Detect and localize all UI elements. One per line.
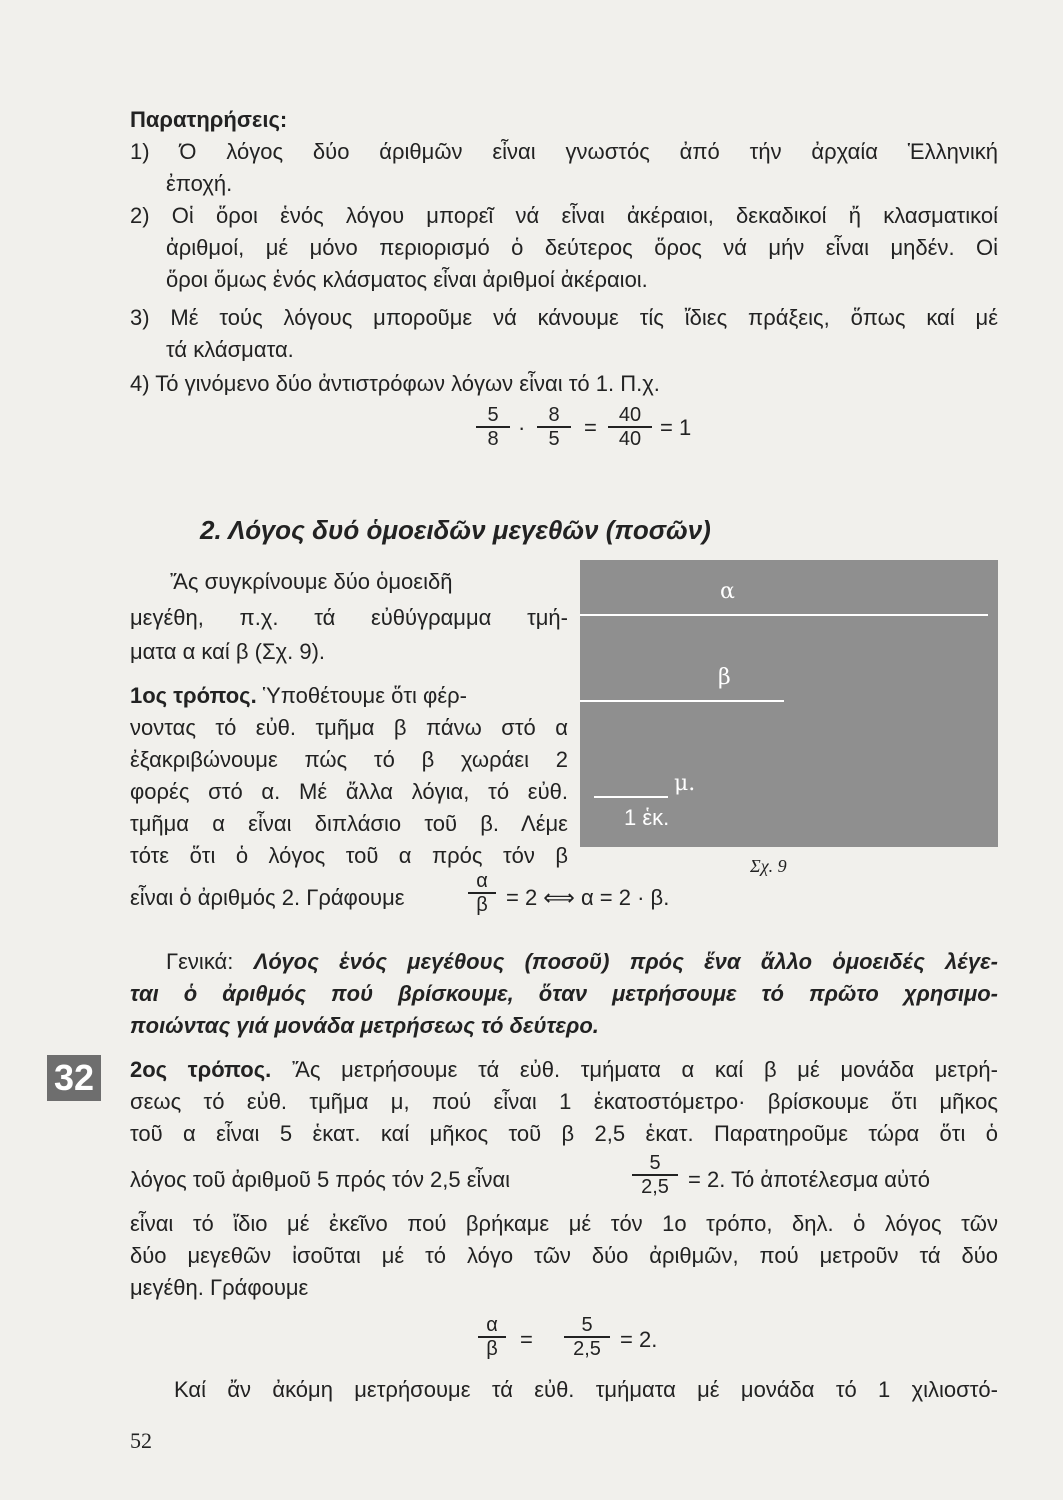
way2-line: εἶναι τό ἴδιο μέ ἐκεῖνο πού βρήκαμε μέ τόν 1ο τρόπο, δηλ. ὁ λόγος τῶν: [130, 1211, 998, 1236]
way2-line: τοῦ α εἶναι 5 ἑκατ. καί μῆκος τοῦ β 2,5 ἑκατ. Παρατηροῦμε τώρα ὅτι ὁ: [130, 1121, 998, 1146]
way2-label: 2ος τρόπος.: [130, 1057, 272, 1082]
way2-first: Ἄς μετρήσουμε τά εὐθ. τμήματα α καί β μέ μονάδα μετρή-: [291, 1057, 998, 1082]
way2-line: σεως τό εὐθ. τμῆμα μ, πού εἶναι 1 ἑκατοστόμετρο· βρίσκουμε ὅτι μῆκος: [130, 1089, 998, 1114]
section-title: 2. Λόγος δυό ὁμοειδῶν μεγεθῶν (ποσῶν): [200, 515, 711, 545]
unit-label: 1 ἑκ.: [624, 805, 670, 830]
numerator: 8: [537, 404, 571, 428]
numerator: α: [478, 1314, 506, 1338]
denominator: 40: [618, 428, 642, 450]
equals-sign: =: [584, 415, 597, 440]
final-fraction-numbers: [564, 1314, 610, 1360]
equals-sign: =: [520, 1327, 533, 1352]
way2-line: δύο μεγεθῶν ἰσοῦται μέ τό λόγο τῶν δύο ἀριθμῶν, πού μετροῦν τά δύο: [130, 1243, 998, 1268]
remark-line: ὅροι ὅμως ἑνός κλάσματος εἶναι ἀριθμοί ἀκέραιοι.: [166, 267, 648, 292]
denominator: β: [486, 1338, 498, 1360]
page-number: 52: [130, 1428, 152, 1453]
remark-line: 2) Οἱ ὅροι ἑνός λόγου μπορεῖ νά εἶναι ἀκέραιοι, δεκαδικοί ἤ κλασματικοί: [130, 203, 998, 228]
example-fraction: [608, 404, 652, 450]
last-line: Καί ἄν ἀκόμη μετρήσουμε τά εὐθ. τμήματα μέ μονάδα τό 1 χιλιοστό-: [174, 1377, 998, 1402]
segment-a-label: α: [720, 579, 735, 604]
way1-line: νοντας τό εὐθ. τμῆμα β πάνω στό α: [130, 715, 568, 740]
denominator: 2,5: [573, 1338, 601, 1360]
numerator: 40: [608, 404, 652, 428]
way1-first: Ὑποθέτουμε ὅτι φέρ-: [262, 683, 467, 708]
remarks-heading: Παρατηρήσεις:: [130, 107, 288, 132]
chapter-badge: 32: [47, 1055, 101, 1101]
intro-line: Ἄς συγκρίνουμε δύο ὁμοειδῆ: [170, 569, 453, 594]
segment-a: [580, 614, 988, 616]
way2-line: μεγέθη. Γράφουμε: [130, 1275, 309, 1300]
segment-b: [580, 700, 784, 702]
numerator: 5: [632, 1152, 678, 1176]
way1-line: ἐξακριβώνουμε πώς τό β χωράει 2: [130, 747, 568, 772]
remark-line: 1) Ό λόγος δύο άριθμῶν εἶναι γνωστός ἀπό τήν ἀρχαία Ἑλληνική: [130, 139, 998, 164]
five-over-two-five-fraction: [632, 1152, 678, 1198]
multiply-dot: ·: [518, 415, 526, 440]
denominator: 5: [548, 428, 560, 450]
way1-line: φορές στό α. Μέ ἄλλα λόγια, τό εὐθ.: [130, 779, 568, 804]
way1-label: 1ος τρόπος.: [130, 683, 257, 708]
unit-segment: [594, 796, 668, 798]
ratio-rest: = 2. Τό ἀποτέλεσμα αὐτό: [688, 1167, 930, 1192]
intro-line: ματα α καί β (Σχ. 9).: [130, 639, 326, 664]
general-line: ται ὁ ἀριθμός πού βρίσκουμε, ὅταν μετρήσουμε τό πρῶτο χρησιμο-: [130, 981, 998, 1006]
way1-line: τμῆμα α εἶναι διπλάσιο τοῦ β. Λέμε: [130, 811, 568, 836]
way1-first-line: [130, 682, 467, 710]
numerator: α: [468, 870, 496, 894]
intro-line: μεγέθη, π.χ. τά εὐθύγραμμα τμή-: [130, 605, 568, 630]
way2-first-line: [130, 1056, 998, 1084]
remark-line: 3) Μέ τούς λόγους μποροῦμε νά κάνουμε τίς ἴδιες πράξεις, ὅπως καί μέ: [130, 305, 998, 330]
example-fraction: [476, 404, 510, 450]
way1-line: τότε ὅτι ὁ λόγος τοῦ α πρός τόν β: [130, 843, 568, 868]
unit-mu-label: μ.: [674, 771, 696, 796]
example-fraction: [537, 404, 571, 450]
denominator: 8: [487, 428, 499, 450]
numerator: 5: [476, 404, 510, 428]
alpha-over-beta-fraction: [468, 870, 496, 916]
general-text: Λόγος ἑνός μεγέθους (ποσοῦ) πρός ἕνα ἄλλο ὁμοειδές λέγε-: [253, 949, 998, 974]
remark-line: 4) Τό γινόμενο δύο ἀντιστρόφων λόγων εἶναι τό 1. Π.χ.: [130, 371, 660, 396]
remark-line: ἀριθμοί, μέ μόνο περιορισμό ὁ δεύτερος ὅρος νά μήν εἶναι μηδέν. Οἱ: [166, 235, 998, 260]
way1-result-text: εἶναι ὁ ἀριθμός 2. Γράφουμε: [130, 885, 405, 910]
equals-one: = 1: [660, 415, 692, 440]
denominator: β: [476, 894, 488, 916]
general-label: Γενικά:: [166, 949, 234, 974]
result-equation: = 2 ⟺ α = 2 · β.: [506, 885, 670, 910]
figure-9: [580, 560, 998, 847]
segment-b-label: β: [718, 665, 731, 690]
equals-two: = 2.: [620, 1327, 658, 1352]
remark-line: ἐποχή.: [166, 171, 233, 196]
ratio-text: λόγος τοῦ ἀριθμοῦ 5 πρός τόν 2,5 εἶναι: [130, 1167, 511, 1192]
remark-line: τά κλάσματα.: [166, 337, 294, 362]
denominator: 2,5: [641, 1176, 669, 1198]
final-fraction-ab: [478, 1314, 506, 1360]
figure-caption: Σχ. 9: [750, 856, 787, 876]
numerator: 5: [564, 1314, 610, 1338]
general-line: [166, 948, 998, 976]
general-line: ποιώντας γιά μονάδα μετρήσεως τό δεύτερο.: [130, 1013, 599, 1038]
